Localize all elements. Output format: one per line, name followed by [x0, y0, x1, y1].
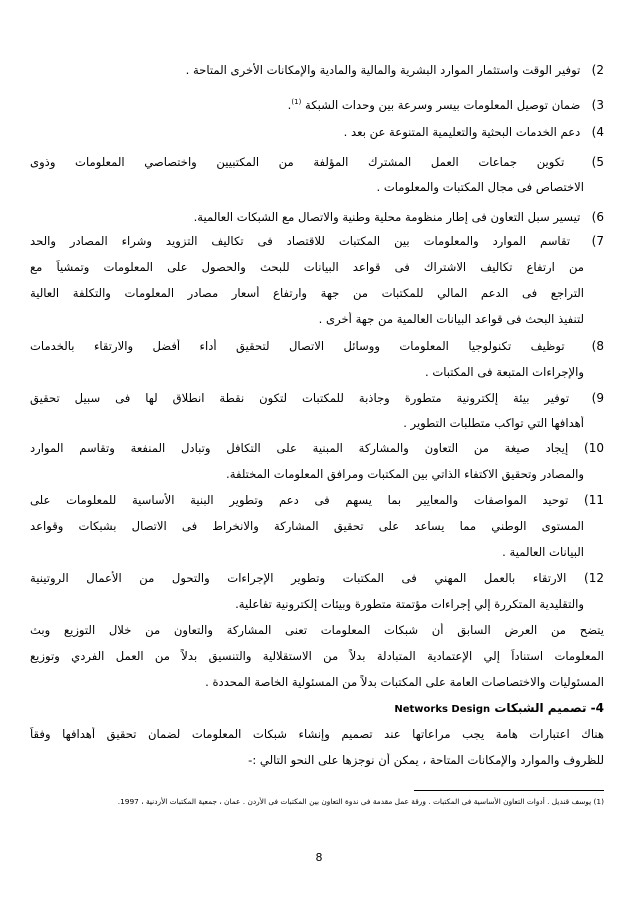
- item-text: المستوى الوطني مما يساعد على تحقيق المشاركة والانخراط فى الاتصال بشبكات وقواعد: [30, 519, 584, 533]
- item-number: 7): [591, 234, 604, 248]
- item-number: 6): [591, 210, 604, 224]
- intro-paragraph-line: [30, 753, 604, 767]
- section-heading: [30, 701, 604, 717]
- section-title-english: Networks Design: [394, 704, 491, 715]
- item-number: 9): [591, 391, 604, 405]
- item-number: 8): [591, 339, 604, 353]
- list-item-10: [30, 441, 604, 455]
- section-number: 4-: [590, 701, 604, 715]
- item-text: الاختصاص فى مجال المكتبات والمعلومات .: [376, 180, 584, 194]
- list-item-12-continuation: [30, 597, 584, 611]
- list-item-2: [30, 63, 604, 77]
- paragraph-text: هناك اعتبارات هامة يجب مراعاتها عند تصميم وإنشاء شبكات المعلومات لضمان تحقيق أهدافها وفقاً: [30, 727, 604, 741]
- list-item-9-continuation: [30, 416, 584, 430]
- item-text: أهدافها التي تواكب متطلبات التطوير .: [403, 416, 584, 430]
- list-item-7-continuation: [30, 260, 584, 274]
- item-number: 3): [591, 97, 604, 112]
- list-item-8: [30, 339, 604, 353]
- list-item-11-continuation: [30, 545, 584, 559]
- item-text: دعم الخدمات البحثية والتعليمية المتنوعة عن بعد .: [343, 125, 581, 139]
- list-item-5-continuation: [30, 180, 584, 194]
- item-text: إيجاد صيغة من التعاون والمشاركة المبنية على التكافل وتبادل المنفعة وتقاسم الموارد: [30, 441, 569, 455]
- item-text: تيسير سبل التعاون فى إطار منظومة محلية وطنية والاتصال مع الشبكات العالمية.: [193, 210, 581, 224]
- paragraph-text: يتضح من العرض السابق أن شبكات المعلومات تعنى المشاركة والتعاون من خلال التوزيع وبث: [30, 623, 604, 637]
- item-text: تكوين جماعات العمل المشترك المؤلفة من المكتبيين واختصاصي المعلومات وذوى: [30, 155, 565, 169]
- summary-paragraph-line: [30, 623, 604, 637]
- footnote-separator: [414, 790, 604, 791]
- list-item-7-continuation: [30, 286, 584, 300]
- item-text: والإجراءات المتبعة فى المكتبات .: [424, 365, 584, 379]
- paragraph-text: المعلومات استناداً إلي الإعتمادية المتبادلة بدلاً من الاستقلالية والتنسيق بدلاً من العمل الفردي وتوزيع: [30, 649, 604, 663]
- item-number: 10): [584, 441, 604, 455]
- list-item-11: [30, 493, 604, 507]
- item-text: تقاسم الموارد والمعلومات بين المكتبات للاقتصاد فى تكاليف التزويد وشراء المصادر والحد: [30, 234, 571, 248]
- footnote: (1) يوسف قنديل . أدوات التعاون الأساسية فى المكتبات . ورقة عمل مقدمة فى ندوة التعاون بين المكتبات فى الأردن . عمان ، جمعية المكتبات الأردنية ، 1997.: [117, 797, 604, 806]
- list-item-6: [30, 210, 604, 224]
- section-title: تصميم الشبكات: [494, 701, 587, 715]
- item-text: الارتقاء بالعمل المهني فى المكتبات وتطوير الإجراءات والتحول من الأعمال الروتينية: [30, 571, 567, 585]
- item-text: من ارتفاع تكاليف الاشتراك فى قواعد البيانات للبحث والحصول على المعلومات وتمشياً مع: [30, 260, 584, 274]
- summary-paragraph-line: [30, 675, 604, 689]
- item-text: توفير الوقت واستثمار الموارد البشرية والمالية والمادية والإمكانات الأخرى المتاحة .: [185, 63, 581, 77]
- item-number: 11): [584, 493, 604, 507]
- list-item-10-continuation: [30, 467, 584, 481]
- item-text: توظيف تكنولوجيا المعلومات ووسائل الاتصال لتحقيق أداء أفضل والارتقاء بالخدمات: [30, 339, 565, 353]
- item-text-tail: .: [287, 97, 292, 112]
- paragraph-text: المسئوليات والاختصاصات العامة على المكتبات بدلاً من المسئولية الخاصة المحددة .: [205, 675, 604, 689]
- footnote-reference: (1): [291, 98, 302, 106]
- item-number: 12): [584, 571, 604, 585]
- summary-paragraph-line: [30, 649, 604, 663]
- item-text: توحيد المواصفات والمعايير بما يسهم فى دعم وتطوير البنية الأساسية للمعلومات على: [30, 493, 569, 507]
- list-item-4: [30, 125, 604, 139]
- item-text: ضمان توصيل المعلومات بيسر وسرعة بين وحدات الشبكة: [304, 97, 581, 112]
- list-item-11-continuation: [30, 519, 584, 533]
- item-text: توفير بيئة إلكترونية متطورة وجاذبة للمكتبات لتكون نقطة انطلاق لها فى سبيل تحقيق: [30, 391, 570, 405]
- item-text: التراجع فى الدعم المالي للمكتبات من جهة وارتفاع أسعار مصادر المعلومات والتكلفة العالية: [30, 286, 584, 300]
- list-item-7: [30, 234, 604, 248]
- list-item-9: [30, 391, 604, 405]
- list-item-5: [30, 155, 604, 169]
- list-item-7-continuation: [30, 312, 584, 326]
- page-number: 8: [315, 851, 323, 864]
- list-item-3: [30, 95, 604, 112]
- item-text: البيانات العالمية .: [502, 545, 584, 559]
- list-item-12: [30, 571, 604, 585]
- item-number: 4): [591, 125, 604, 139]
- item-text: والمصادر وتحقيق الاكتفاء الذاتي بين المكتبات ومرافق المعلومات المختلفة.: [226, 467, 584, 481]
- intro-paragraph-line: [30, 727, 604, 741]
- item-text: والتقليدية المتكررة إلي إجراءات مؤتمتة متطورة وبيئات إلكترونية تفاعلية.: [235, 597, 584, 611]
- paragraph-text: للظروف والموارد والإمكانات المتاحة ، يمكن أن نوجزها على النحو التالي :-: [248, 753, 604, 767]
- item-number: 2): [591, 63, 604, 77]
- list-item-8-continuation: [30, 365, 584, 379]
- item-number: 5): [591, 155, 604, 169]
- item-text: لتنفيذ البحث فى قواعد البيانات العالمية من جهة أخرى .: [318, 312, 584, 326]
